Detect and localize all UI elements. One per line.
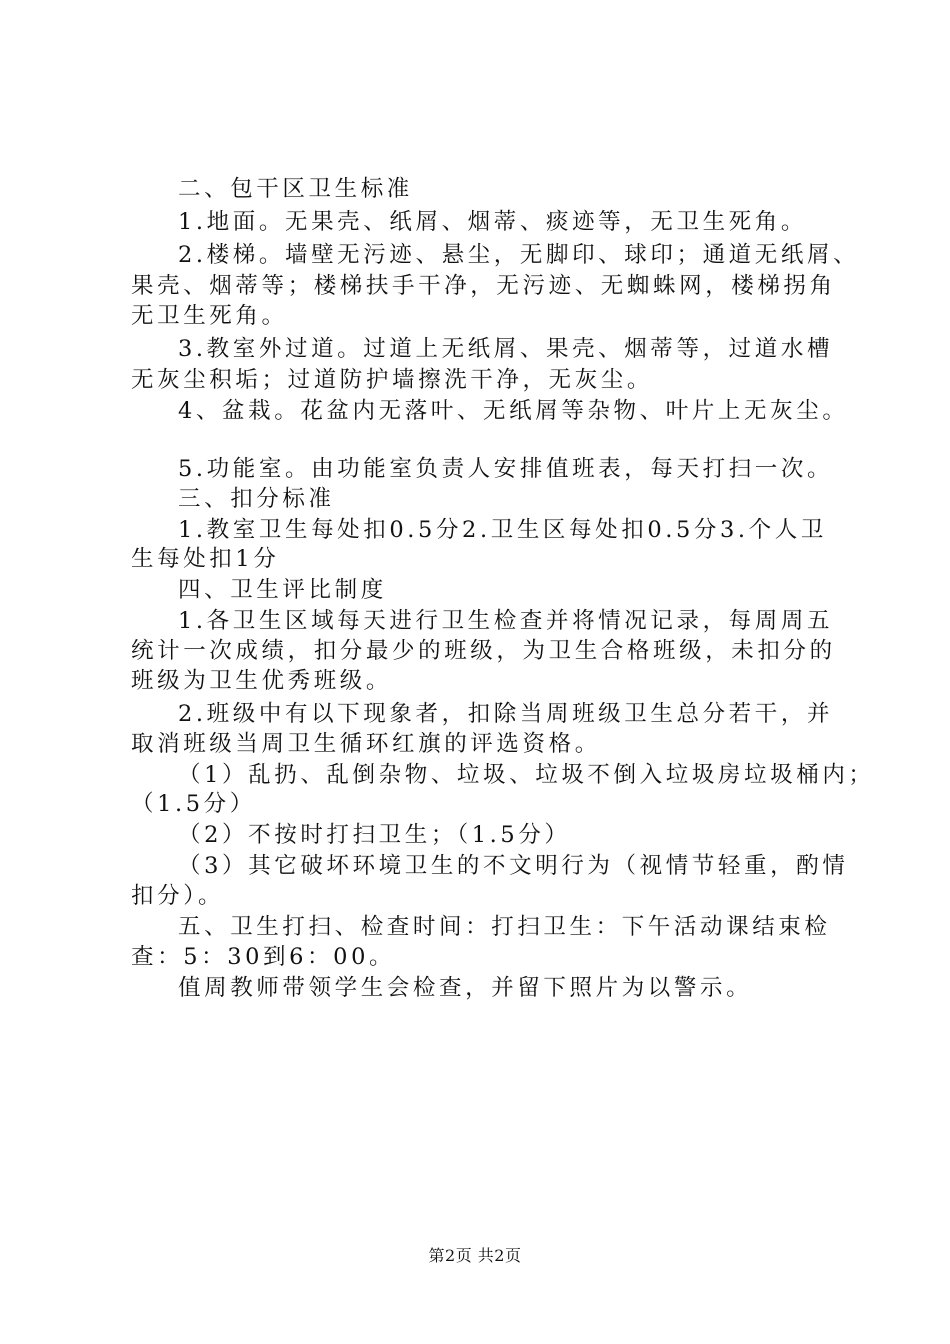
paragraph-line: 2.楼梯。墙壁无污迹、悬尘，无脚印、球印；通道无纸屑、 [178, 242, 860, 268]
page-footer: 第2页 共2页 [428, 1246, 522, 1265]
paragraph-line: 查：5：30到6：00。 [131, 944, 396, 970]
list-item-line: （2）不按时打扫卫生；（1.5分） [178, 822, 571, 848]
paragraph-line: 2.班级中有以下现象者，扣除当周班级卫生总分若干，并 [178, 701, 834, 727]
paragraph-line: 1.各卫生区域每天进行卫生检查并将情况记录，每周周五 [178, 608, 834, 634]
section-heading-4: 四、卫生评比制度 [178, 577, 387, 603]
paragraph-line: 值周教师带领学生会检查，并留下照片为以警示。 [178, 975, 753, 1001]
section-heading-5: 五、卫生打扫、检查时间：打扫卫生：下午活动课结束检 [178, 914, 831, 940]
paragraph-line: 4、盆栽。花盆内无落叶、无纸屑等杂物、叶片上无灰尘。 [178, 398, 849, 424]
paragraph-line: 无灰尘积垢；过道防护墙擦洗干净，无灰尘。 [131, 367, 654, 393]
paragraph-line: 统计一次成绩，扣分最少的班级，为卫生合格班级，未扣分的 [131, 638, 836, 664]
list-item-line: （1.5分） [131, 791, 256, 817]
paragraph-line: 取消班级当周卫生循环红旗的评选资格。 [131, 731, 601, 757]
paragraph-line: 3.教室外过道。过道上无纸屑、果壳、烟蒂等，过道水槽 [178, 336, 834, 362]
paragraph-line: 生每处扣1分 [131, 546, 280, 572]
section-heading-3: 三、扣分标准 [178, 486, 335, 512]
list-item-line: （3）其它破坏环境卫生的不文明行为（视情节轻重，酌情 [178, 853, 849, 879]
list-item-line: （1）乱扔、乱倒杂物、垃圾、垃圾不倒入垃圾房垃圾桶内； [178, 762, 875, 788]
paragraph-line: 班级为卫生优秀班级。 [131, 668, 393, 694]
list-item-line: 扣分）。 [131, 883, 225, 909]
paragraph-line: 1.地面。无果壳、纸屑、烟蒂、痰迹等，无卫生死角。 [178, 209, 807, 235]
section-heading-2: 二、包干区卫生标准 [178, 176, 413, 202]
paragraph-line: 无卫生死角。 [131, 303, 288, 329]
paragraph-line: 1.教室卫生每处扣0.5分2.卫生区每处扣0.5分3.个人卫 [178, 517, 827, 543]
paragraph-line: 果壳、烟蒂等；楼梯扶手干净，无污迹、无蜘蛛网，楼梯拐角 [131, 273, 836, 299]
paragraph-line: 5.功能室。由功能室负责人安排值班表，每天打扫一次。 [178, 456, 834, 482]
